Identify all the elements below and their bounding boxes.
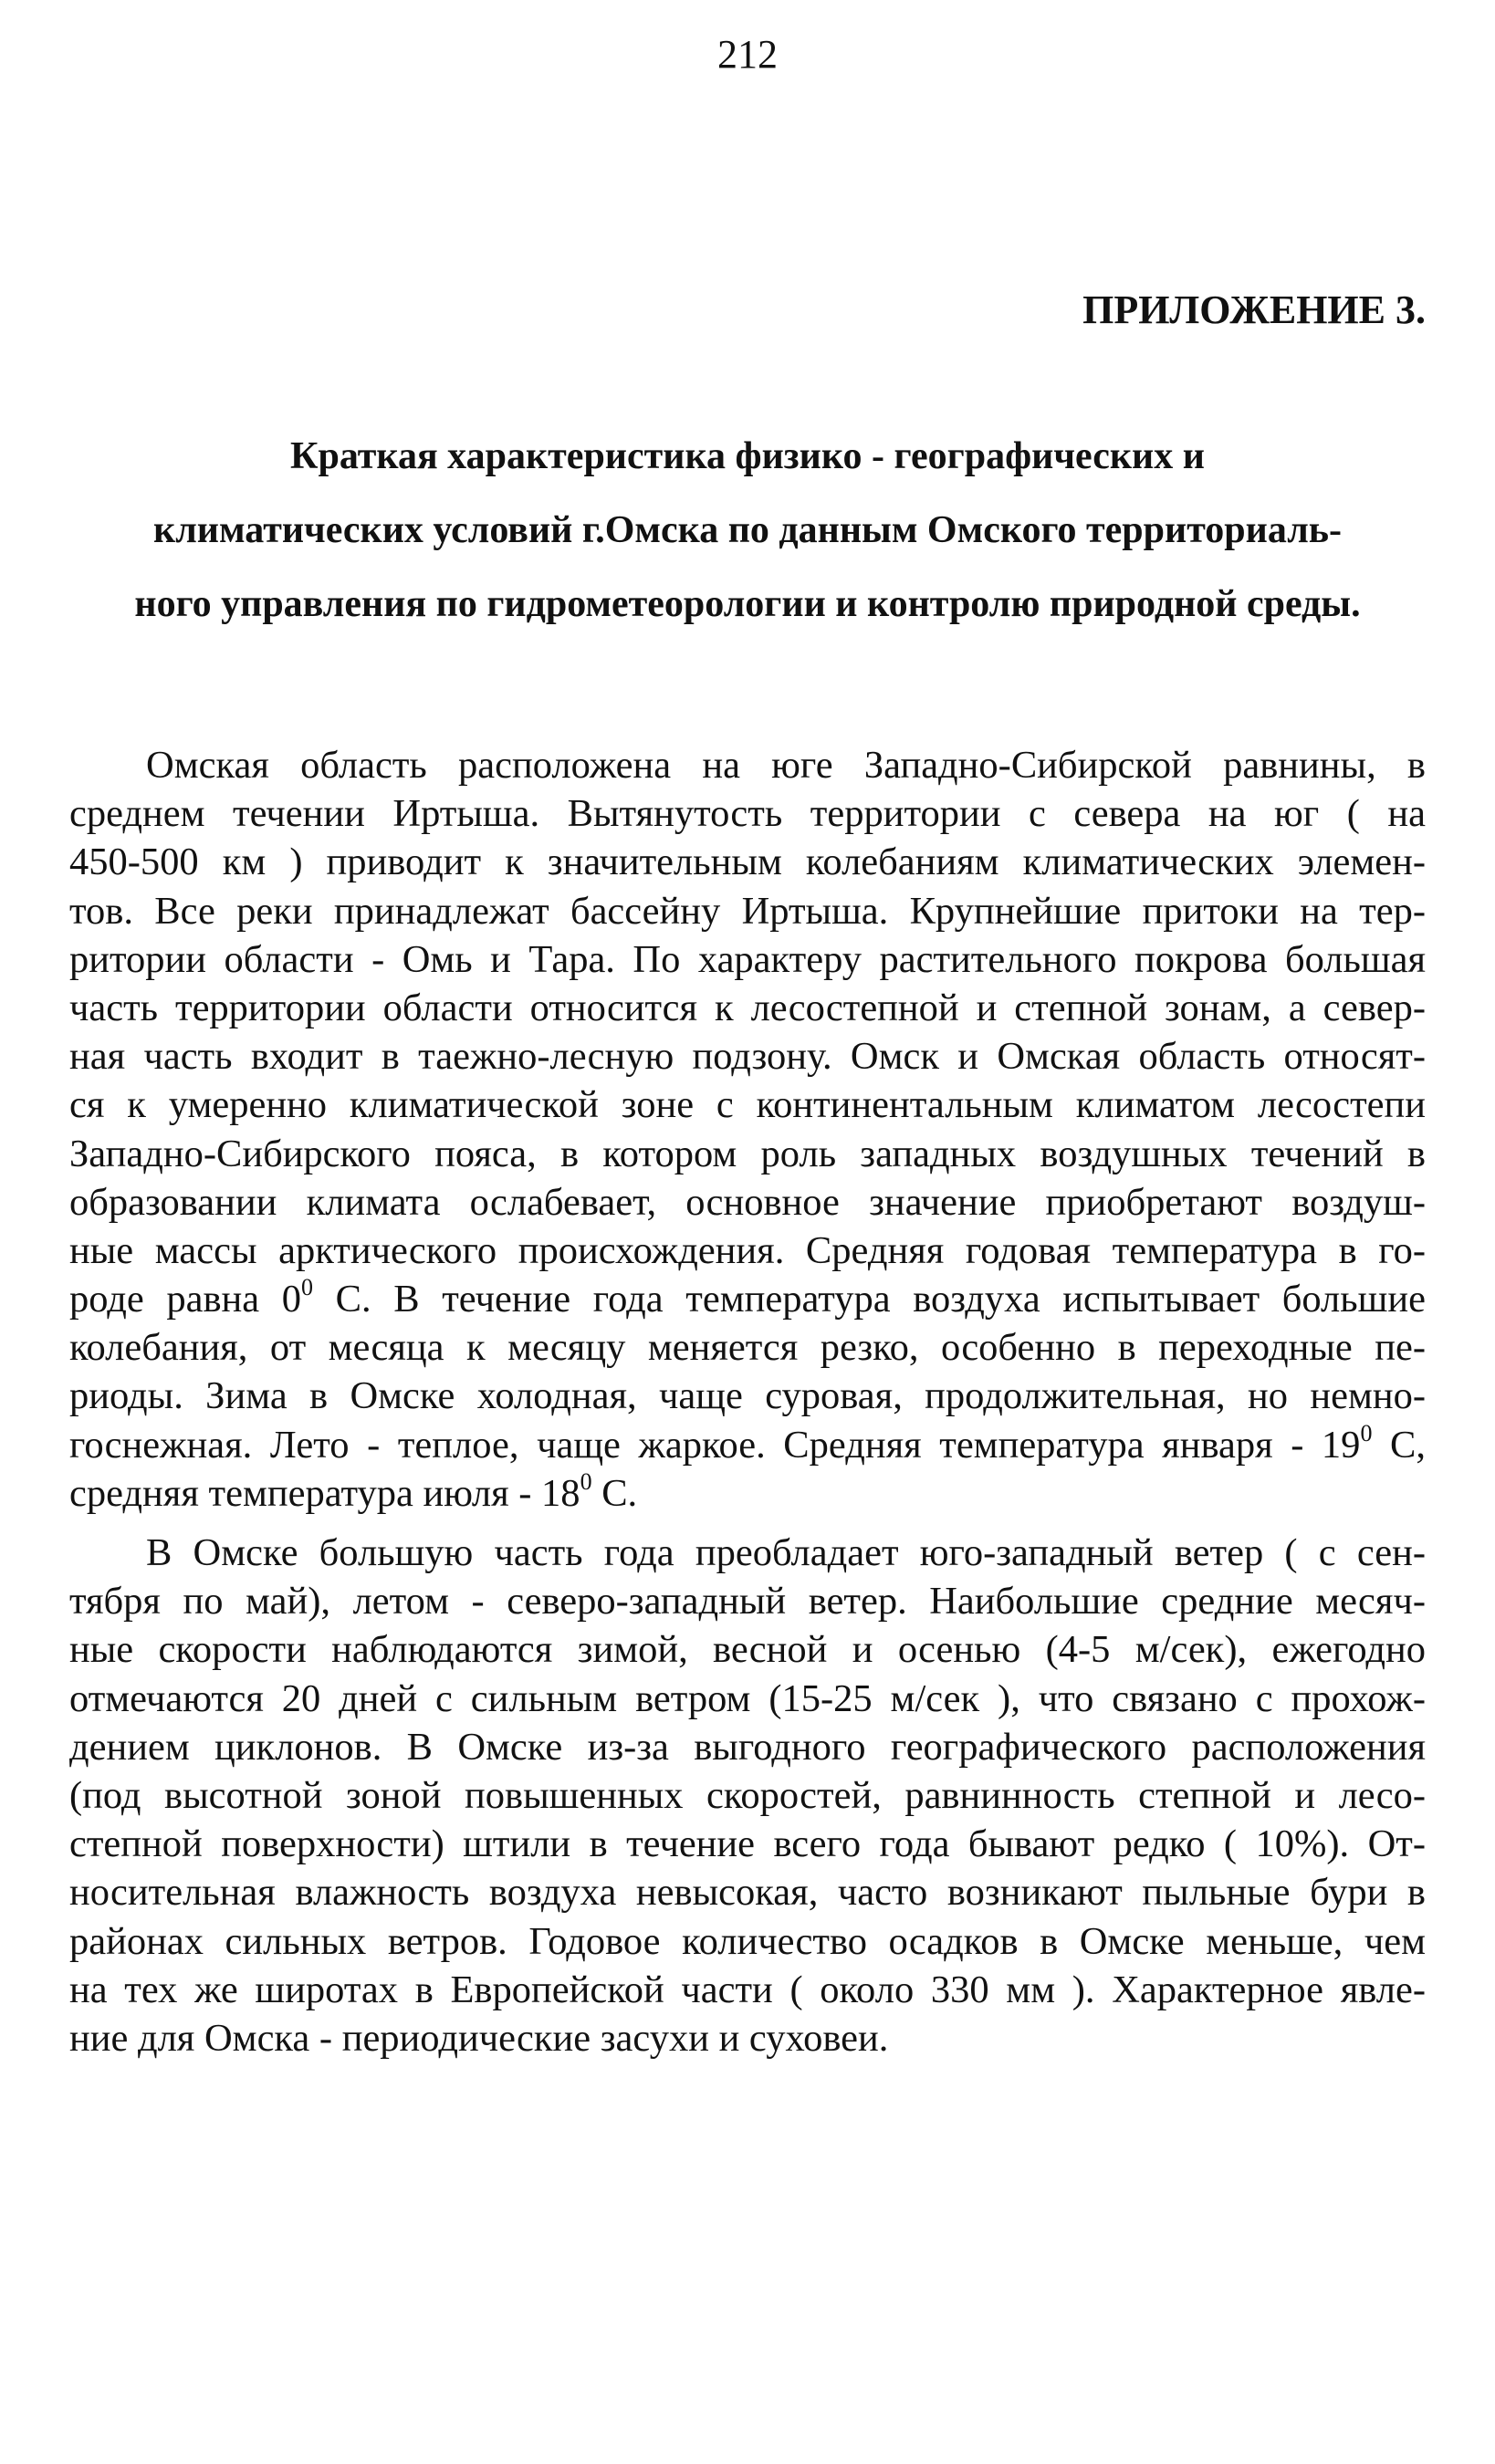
degree-superscript: 0 bbox=[301, 1274, 314, 1301]
paragraph-line: риоды. Зима в Омске холодная, чаще суровая, продолжительная, но немно- bbox=[69, 1374, 1426, 1418]
paragraph-line: тов. Все реки принадлежат бассейну Иртыша. Крупнейшие притоки на тер- bbox=[69, 889, 1426, 933]
paragraph-line: образовании климата ослабевает, основное значение приобретают воздуш- bbox=[69, 1180, 1426, 1224]
paragraph-line: ные скорости наблюдаются зимой, весной и осенью (4-5 м/сек), ежегодно bbox=[69, 1628, 1426, 1672]
paragraph-line: ные массы арктического происхождения. Средняя годовая температура в го- bbox=[69, 1228, 1426, 1272]
paragraph-line bbox=[69, 1469, 1426, 1518]
line-text: средняя температура июля - 18 bbox=[69, 1471, 580, 1515]
heading-line: Краткая характеристика физико - географических и bbox=[290, 435, 1205, 477]
paragraph-line: дением циклонов. В Омске из-за выгодного географического расположения bbox=[69, 1725, 1426, 1769]
paragraph-line: среднем течении Иртыша. Вытянутость территории с севера на юг ( на bbox=[69, 792, 1426, 836]
paragraph-line: колебания, от месяца к месяцу меняется резко, особенно в переходные пе- bbox=[69, 1326, 1426, 1370]
paragraph-line: тября по май), летом - северо-западный ветер. Наибольшие средние месяч- bbox=[69, 1580, 1426, 1624]
line-text: С. bbox=[591, 1471, 638, 1515]
paragraph-line: ся к умеренно климатической зоне с континентальным климатом лесостепи bbox=[69, 1083, 1426, 1127]
paragraph-line: районах сильных ветров. Годовое количество осадков в Омске меньше, чем bbox=[69, 1919, 1426, 1963]
paragraph-line: на тех же широтах в Европейской части ( около 330 мм ). Характерное явле- bbox=[69, 1968, 1426, 2011]
line-text: С, bbox=[1372, 1423, 1426, 1467]
paragraph-line: (под высотной зоной повышенных скоростей, равнинность степной и лесо- bbox=[69, 1773, 1426, 1817]
paragraph-line: носительная влажность воздуха невысокая, часто возникают пыльные бури в bbox=[69, 1871, 1426, 1915]
paragraph-line: В Омске большую часть года преобладает юго-западный ветер ( с сен- bbox=[146, 1531, 1426, 1574]
paragraph-line: Омская область расположена на юге Западно-Сибирской равнины, в bbox=[146, 744, 1426, 787]
heading-line: климатических условий г.Омска по данным Омского территориаль- bbox=[153, 509, 1342, 551]
line-text: С. В течение года температура воздуха испытывает большие bbox=[313, 1278, 1426, 1321]
degree-superscript: 0 bbox=[580, 1467, 592, 1495]
paragraph-line: 450-500 км ) приводит к значительным колебаниям климатических элемен- bbox=[69, 840, 1426, 884]
paragraph-line bbox=[69, 1421, 1426, 1469]
heading-line: ного управления по гидрометеорологии и контролю природной среды. bbox=[134, 583, 1361, 625]
paragraph-line: часть территории области относится к лесостепной и степной зонам, а север- bbox=[69, 986, 1426, 1029]
paragraph-line: Западно-Сибирского пояса, в котором роль западных воздушных течений в bbox=[69, 1132, 1426, 1175]
degree-superscript: 0 bbox=[1360, 1419, 1373, 1446]
line-text: госнежная. Лето - теплое, чаще жаркое. Средняя температура января - 19 bbox=[69, 1423, 1361, 1467]
paragraph-line bbox=[69, 1275, 1426, 1323]
paragraph-line: ритории области - Омь и Тара. По характеру растительного покрова большая bbox=[69, 937, 1426, 981]
paragraph-line: степной поверхности) штили в течение всего года бывают редко ( 10%). От- bbox=[69, 1822, 1426, 1866]
document-heading bbox=[69, 420, 1426, 642]
appendix-title: ПРИЛОЖЕНИЕ 3. bbox=[1082, 287, 1426, 332]
paragraph-line: ная часть входит в таежно-лесную подзону. Омск и Омская область относят- bbox=[69, 1035, 1426, 1079]
paragraph-line: ние для Омска - периодические засухи и суховеи. bbox=[69, 2016, 889, 2060]
paragraph-gap bbox=[69, 1518, 1426, 1529]
body-text bbox=[69, 741, 1426, 2062]
paragraph-line: отмечаются 20 дней с сильным ветром (15-25 м/сек ), что связано с прохож- bbox=[69, 1676, 1426, 1720]
line-text: роде равна 0 bbox=[69, 1278, 302, 1321]
page-number: 212 bbox=[717, 32, 778, 77]
